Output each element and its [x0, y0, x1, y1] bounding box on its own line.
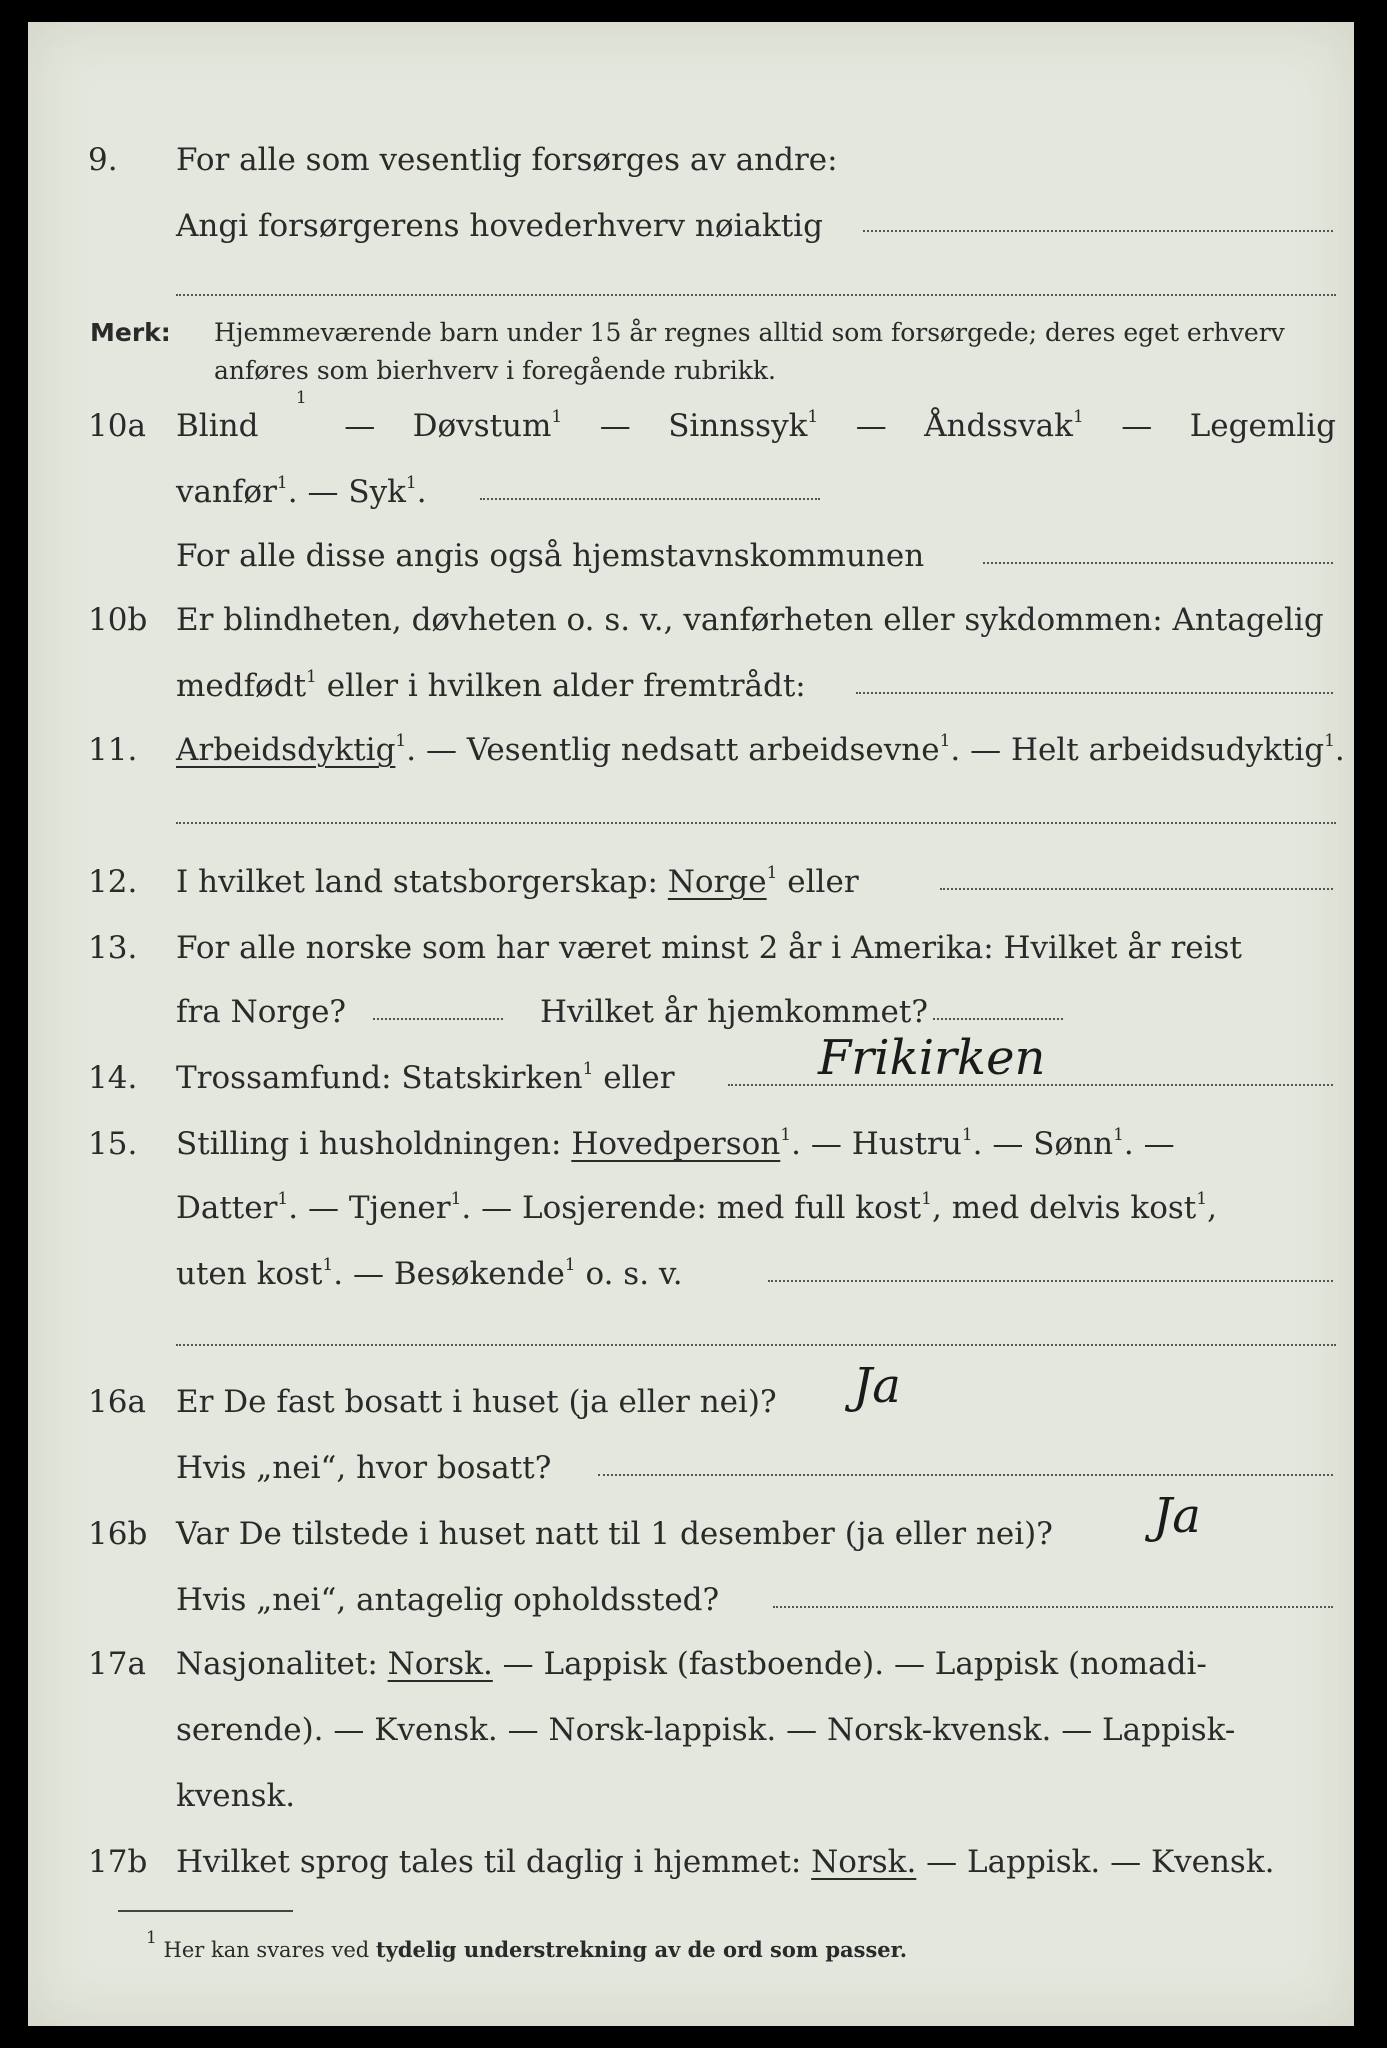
- selected-answer: Hovedperson: [571, 1126, 781, 1162]
- question-17a-line3: kvensk.: [176, 1778, 296, 1814]
- selected-answer: Norsk.: [387, 1646, 493, 1682]
- question-15-line3: uten kost$^1$. — Besøkende$^1$ o. s. v.: [176, 1255, 683, 1292]
- question-number: 9.: [88, 142, 118, 178]
- question-text: For alle som vesentlig forsørges av andre:: [176, 142, 838, 178]
- question-10a-line3: For alle disse angis også hjemstavnskommunen: [176, 538, 925, 574]
- handwritten-answer: Frikirken: [818, 1030, 1046, 1086]
- note-text: Hjemmeværende barn under 15 år regnes alltid som forsørgede; deres eget erhverv: [214, 318, 1285, 347]
- question-13-line2: fra Norge? Hvilket år hjemkommet?: [176, 994, 928, 1030]
- question-17a-line2: serende). — Kvensk. — Norsk-lappisk. — Norsk-kvensk. — Lappisk-: [176, 1712, 1236, 1748]
- question-15: 15. Stilling i husholdningen: Hovedperson$^1$. — Hustru$^1$. — Sønn$^1$. —: [88, 1125, 1175, 1162]
- selected-answer: Arbeidsdyktig: [176, 732, 396, 768]
- answer-line: [176, 822, 1336, 824]
- handwritten-answer: Ja: [853, 1358, 901, 1414]
- answer-line: [176, 1344, 1336, 1346]
- question-15-line2: Datter$^1$. — Tjener$^1$. — Losjerende: med full kost$^1$, med delvis kost$^1$,: [176, 1189, 1217, 1226]
- answer-line: [940, 888, 1333, 890]
- answer-line: [480, 498, 820, 500]
- selected-answer: Norsk.: [811, 1844, 917, 1880]
- question-10b-line2: medfødt$^1$ eller i hvilken alder fremtrådt:: [176, 667, 806, 704]
- question-16b: 16b Var De tilstede i huset natt til 1 desember (ja eller nei)?: [88, 1516, 1053, 1552]
- answer-line: [373, 1018, 503, 1020]
- question-10a: [28, 388, 1348, 454]
- footnote: $^1$ Her kan svares ved tydelig understrekning av de ord som passer.: [146, 1928, 908, 1962]
- answer-line: [983, 562, 1333, 564]
- question-number: 10a: [88, 408, 146, 444]
- question-12: 12. I hvilket land statsborgerskap: Norge$^1$ eller: [88, 863, 859, 900]
- handwritten-answer: Ja: [1153, 1488, 1201, 1544]
- census-form-page: [28, 22, 1354, 2026]
- question-10a-line2: vanfør$^1$. — Syk$^1$.: [176, 473, 427, 510]
- footnote-rule: [118, 1910, 293, 1912]
- question-10b: 10b Er blindheten, døvheten o. s. v., vanførheten eller sykdommen: Antagelig: [88, 602, 1324, 638]
- note-merk: [90, 314, 1285, 352]
- note-merk-line2: anføres som bierhverv i foregående rubrikk.: [214, 356, 776, 385]
- question-17b: 17b Hvilket sprog tales til daglig i hjemmet: Norsk. — Lappisk. — Kvensk.: [88, 1844, 1275, 1880]
- question-16a-line2: Hvis „nei“, hvor bosatt?: [176, 1450, 552, 1486]
- question-14: 14. Trossamfund: Statskirken$^1$ eller: [88, 1059, 675, 1096]
- question-17a: 17a Nasjonalitet: Norsk. — Lappisk (fastboende). — Lappisk (nomadi-: [88, 1646, 1207, 1682]
- answer-line: [863, 230, 1333, 232]
- question-text: Angi forsørgerens hovederhverv nøiaktig: [176, 208, 823, 244]
- question-text: Blind 1 — Døvstum$^1$ — Sinnssyk$^1$ — Åndssvak$^1$ — Legemlig: [176, 388, 1336, 444]
- question-16b-line2: Hvis „nei“, antagelig opholdssted?: [176, 1582, 720, 1618]
- question-13: 13. For alle norske som har været minst 2 år i Amerika: Hvilket år reist: [88, 930, 1242, 966]
- question-9: [28, 132, 1348, 188]
- question-9-line2: [28, 198, 1348, 254]
- question-11: 11. Arbeidsdyktig$^1$. — Vesentlig nedsatt arbeidsevne$^1$. — Helt arbeidsudyktig$^1$.: [88, 731, 1345, 768]
- answer-line: [933, 1018, 1063, 1020]
- selected-answer: Norge: [667, 864, 767, 900]
- note-label: Merk:: [90, 318, 171, 347]
- answer-line: [773, 1606, 1333, 1608]
- answer-line: [176, 294, 1336, 296]
- answer-line: [768, 1280, 1333, 1282]
- answer-line: [856, 692, 1333, 694]
- answer-line: [598, 1474, 1333, 1476]
- question-16a: 16a Er De fast bosatt i huset (ja eller nei)?: [88, 1384, 777, 1420]
